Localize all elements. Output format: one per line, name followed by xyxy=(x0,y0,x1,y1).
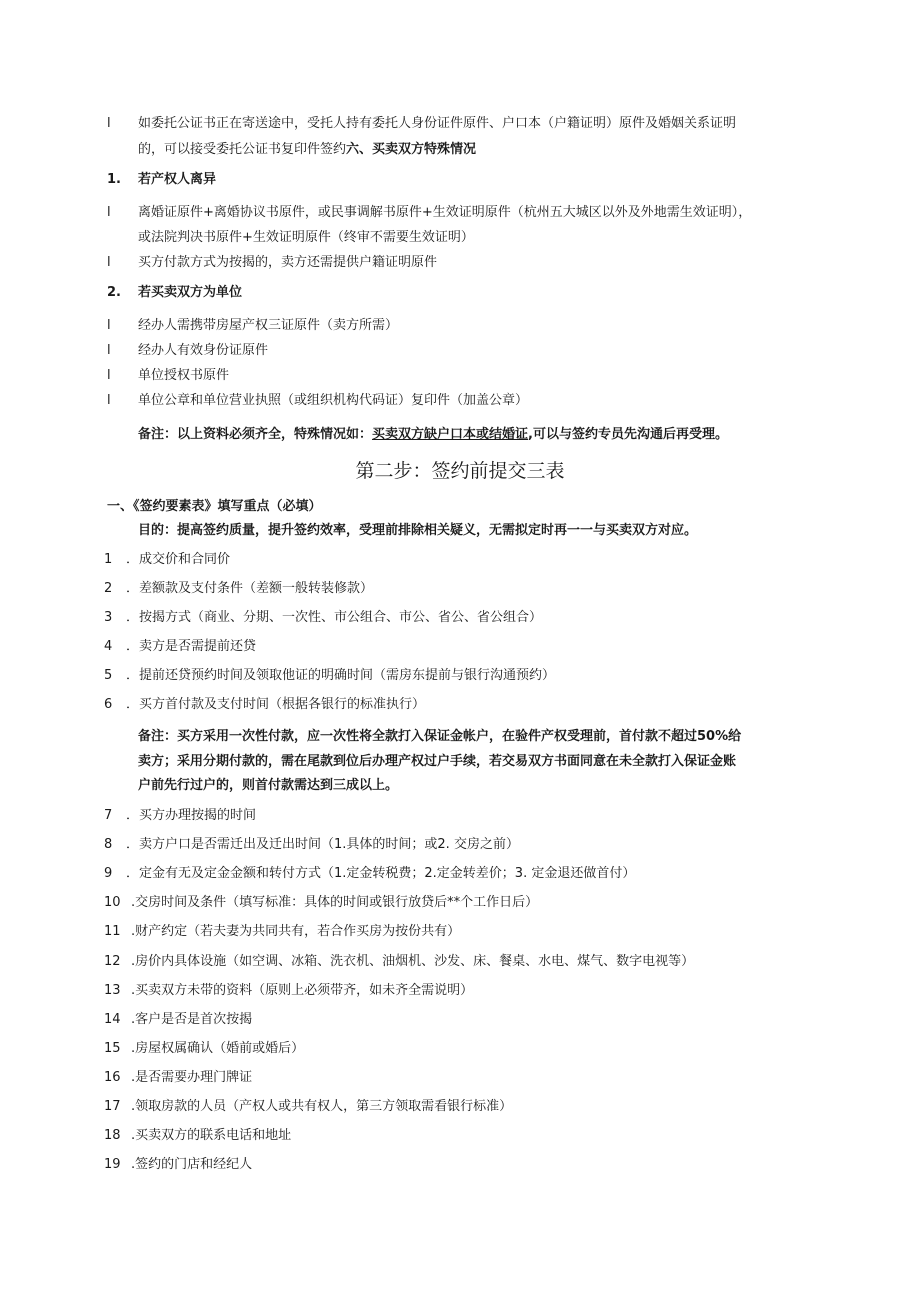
item-number: 3 xyxy=(104,610,113,625)
item-number: 15 xyxy=(104,1040,121,1056)
item-text: .签约的门店和经纪人 xyxy=(131,1157,253,1173)
item-number: 17 xyxy=(104,1099,121,1114)
note-suffix: ,可以与签约专员先沟通后再受理。 xyxy=(528,427,728,442)
item-text: ．卖方户口是否需迁出及迁出时间（1.具体的时间；或2. 交房之前） xyxy=(126,837,519,853)
item-number: 12 xyxy=(104,953,121,969)
subsection-number: 2. xyxy=(107,285,121,300)
item-number: 2 xyxy=(104,581,113,596)
item-number: 10 xyxy=(104,895,121,911)
bullet-marker: l xyxy=(107,393,111,408)
item-text: .买卖双方的联系电话和地址 xyxy=(131,1128,292,1144)
item-text: ．成交价和合同价 xyxy=(126,552,231,567)
bullet-marker: l xyxy=(107,318,111,333)
bullet-marker: l xyxy=(107,343,111,358)
item-number: 8 xyxy=(104,837,113,853)
bullet-marker: l xyxy=(107,205,111,220)
item-number: 13 xyxy=(104,982,121,998)
item-text: .客户是否是首次按揭 xyxy=(131,1011,253,1027)
page-title: 第二步：签约前提交三表 xyxy=(355,460,565,482)
list-item-text: 单位授权书原件 xyxy=(138,368,230,383)
list-item-text: 买方付款方式为按揭的，卖方还需提供户籍证明原件 xyxy=(138,255,438,270)
item-number: 16 xyxy=(104,1069,121,1085)
bullet-marker: l xyxy=(107,368,111,383)
note-line: 备注：买方采用一次性付款，应一次性将全款打入保证金帐户，在验件产权受理前，首付款不超过50%给 xyxy=(138,729,742,744)
item-number: 18 xyxy=(104,1128,121,1144)
item-text: .领取房款的人员（产权人或共有权人，第三方领取需看银行标准） xyxy=(131,1099,513,1114)
item-text: ．差额款及支付条件（差额一般转装修款） xyxy=(126,581,374,596)
bullet-marker: l xyxy=(107,116,111,131)
item-text: .房屋权属确认（婚前或婚后） xyxy=(131,1040,305,1056)
section-heading: 一、《签约要素表》填写重点（必填） xyxy=(107,499,322,514)
item-number: 7 xyxy=(104,808,113,823)
item-number: 14 xyxy=(104,1011,121,1027)
list-item-text: 离婚证原件+离婚协议书原件，或民事调解书原件+生效证明原件（杭州五大城区以外及外地需生效证明）， xyxy=(138,205,752,220)
purpose-text: 目的：提高签约质量，提升签约效率，受理前排除相关疑义，无需拟定时再一一与买卖双方对应。 xyxy=(138,523,698,538)
note-line: 户前先行过户的，则首付款需达到三成以上。 xyxy=(138,778,399,793)
list-item-text: 经办人有效身份证原件 xyxy=(138,343,269,358)
section-heading: 六、买卖双方特殊情况 xyxy=(346,142,477,157)
item-text: ．提前还贷预约时间及领取他证的明确时间（需房东提前与银行沟通预约） xyxy=(126,668,556,683)
item-text: .是否需要办理门牌证 xyxy=(131,1069,253,1085)
item-number: 1 xyxy=(104,552,113,567)
item-number: 6 xyxy=(104,697,113,712)
item-number: 4 xyxy=(104,639,113,654)
subsection-title: 若产权人离异 xyxy=(138,172,217,187)
list-item-text: 经办人需携带房屋产权三证原件（卖方所需） xyxy=(138,318,399,333)
note-underlined: 买卖双方缺户口本或结婚证 xyxy=(372,427,529,442)
list-item-text: 或法院判决书原件+生效证明原件（终审不需要生效证明） xyxy=(138,230,474,245)
item-text: .房价内具体设施（如空调、冰箱、洗衣机、油烟机、沙发、床、餐桌、水电、煤气、数字电视等） xyxy=(131,953,695,969)
item-text: .交房时间及条件（填写标准：具体的时间或银行放贷后**个工作日后） xyxy=(131,895,539,911)
subsection-title: 若买卖双方为单位 xyxy=(138,285,243,300)
item-text: ．买方办理按揭的时间 xyxy=(126,808,257,823)
item-text: ．定金有无及定金金额和转付方式（1.定金转税费；2.定金转差价；3. 定金退还做首付） xyxy=(126,866,636,882)
item-number: 11 xyxy=(104,924,121,940)
note-prefix: 备注：以上资料必须齐全，特殊情况如： xyxy=(138,427,373,442)
subsection-number: 1. xyxy=(107,172,121,187)
item-number: 5 xyxy=(104,668,113,683)
item-text: ．卖方是否需提前还贷 xyxy=(126,639,257,654)
item-text: .财产约定（若夫妻为共同共有，若合作买房为按份共有） xyxy=(131,924,461,940)
note-line: 卖方；采用分期付款的，需在尾款到位后办理产权过户手续，若交易双方书面同意在未全款打入保证金账 xyxy=(138,754,737,769)
item-text: ．买方首付款及支付时间（根据各银行的标准执行） xyxy=(126,697,426,712)
item-number: 9 xyxy=(104,866,113,882)
item-text: ．按揭方式（商业、分期、一次性、市公组合、市公、省公、省公组合） xyxy=(126,610,543,625)
list-item-text: 如委托公证书正在寄送途中，受托人持有委托人身份证件原件、户口本（户籍证明）原件及婚姻关系证明 xyxy=(138,116,737,131)
item-text: .买卖双方未带的资料（原则上必须带齐，如未齐全需说明） xyxy=(131,982,474,998)
list-item-text: 单位公章和单位营业执照（或组织机构代码证）复印件（加盖公章） xyxy=(138,393,529,408)
list-item-text: 的，可以接受委托公证书复印件签约 xyxy=(138,142,347,157)
item-number: 19 xyxy=(104,1157,121,1173)
bullet-marker: l xyxy=(107,255,111,270)
